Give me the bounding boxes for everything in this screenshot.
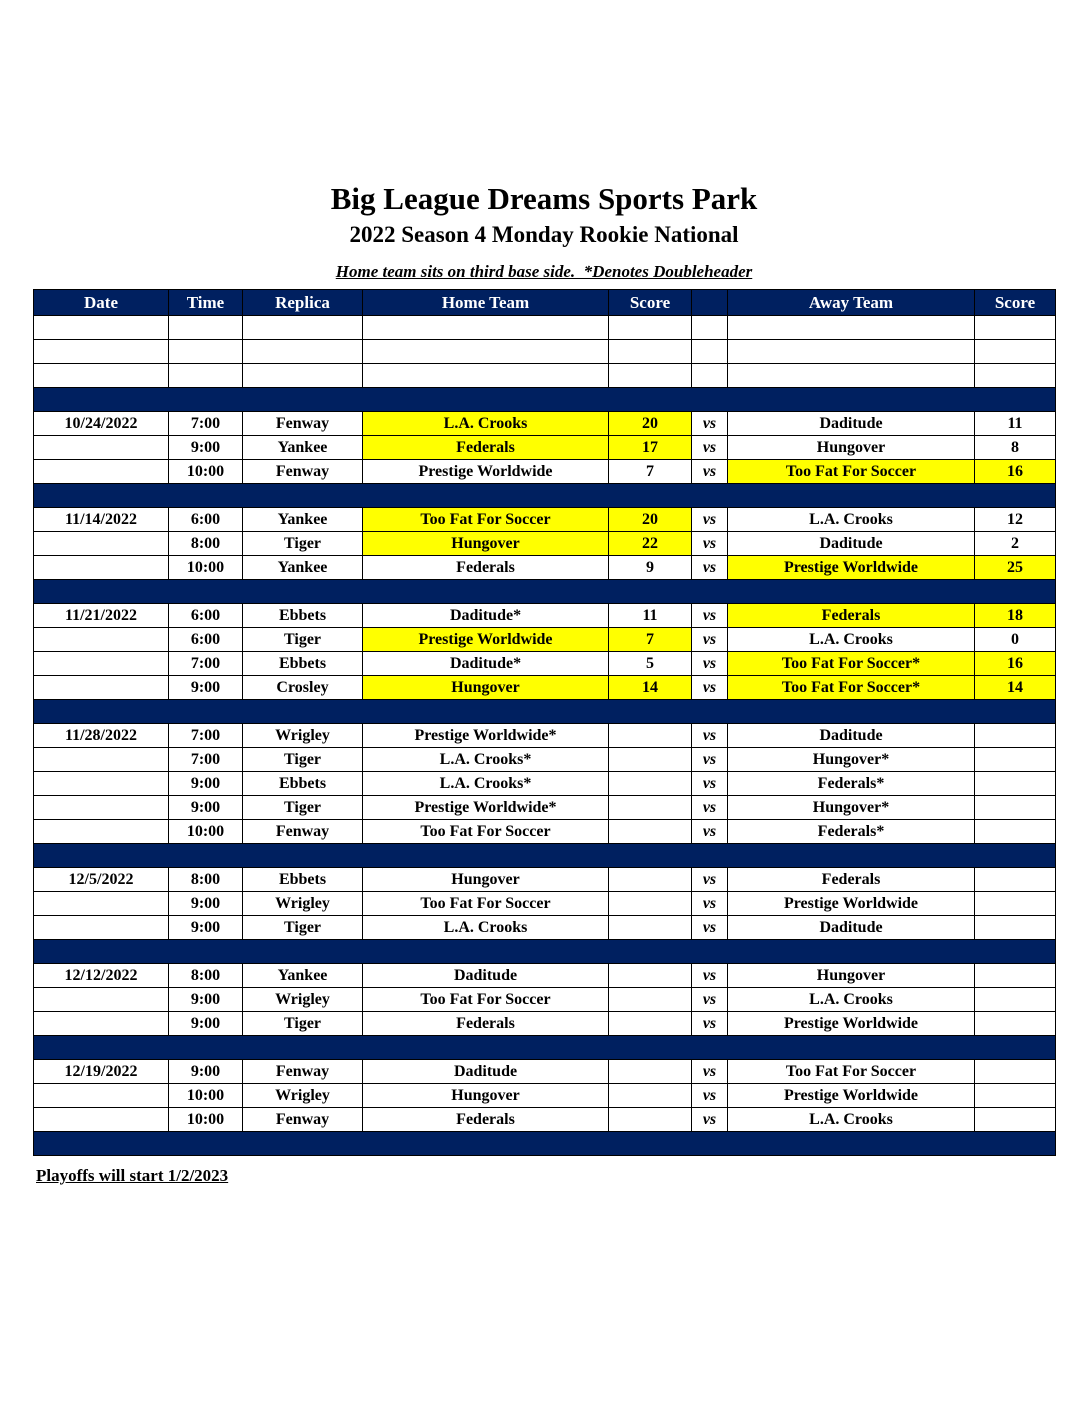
game-row xyxy=(34,1108,1056,1132)
home-team-cell: Hungover xyxy=(363,1084,609,1108)
vs-cell: vs xyxy=(692,892,728,916)
replica-cell: Fenway xyxy=(243,412,363,436)
home-score-cell xyxy=(609,988,692,1012)
replica-cell: Ebbets xyxy=(243,604,363,628)
replica-cell: Fenway xyxy=(243,1060,363,1084)
home-score-cell: 11 xyxy=(609,604,692,628)
away-team-cell: Hungover xyxy=(728,436,975,460)
game-row xyxy=(34,1012,1056,1036)
header-row xyxy=(34,290,1056,316)
home-score-cell xyxy=(609,892,692,916)
time-cell: 8:00 xyxy=(169,532,243,556)
away-team-cell: Prestige Worldwide xyxy=(728,1012,975,1036)
time-cell: 9:00 xyxy=(169,772,243,796)
date-cell xyxy=(34,436,169,460)
away-score-cell xyxy=(975,964,1056,988)
away-score-cell xyxy=(975,1012,1056,1036)
empty-cell xyxy=(609,364,692,388)
time-cell: 7:00 xyxy=(169,748,243,772)
home-team-cell: Prestige Worldwide* xyxy=(363,724,609,748)
empty-cell xyxy=(243,340,363,364)
replica-cell: Tiger xyxy=(243,1012,363,1036)
empty-cell xyxy=(363,316,609,340)
vs-cell: vs xyxy=(692,604,728,628)
date-cell xyxy=(34,988,169,1012)
replica-cell: Ebbets xyxy=(243,772,363,796)
away-team-cell: Daditude xyxy=(728,724,975,748)
date-cell xyxy=(34,1084,169,1108)
home-score-cell: 9 xyxy=(609,556,692,580)
empty-cell xyxy=(728,364,975,388)
date-cell xyxy=(34,652,169,676)
empty-cell xyxy=(363,340,609,364)
game-row xyxy=(34,436,1056,460)
separator-band xyxy=(34,484,1056,508)
home-team-cell: Prestige Worldwide xyxy=(363,460,609,484)
game-row xyxy=(34,1060,1056,1084)
date-cell: 11/14/2022 xyxy=(34,508,169,532)
time-cell: 8:00 xyxy=(169,964,243,988)
playoffs-note: Playoffs will start 1/2/2023 xyxy=(36,1166,229,1186)
home-team-cell: Daditude* xyxy=(363,652,609,676)
separator-row xyxy=(34,1036,1056,1060)
time-cell: 9:00 xyxy=(169,892,243,916)
time-cell: 9:00 xyxy=(169,796,243,820)
home-score-cell: 7 xyxy=(609,628,692,652)
away-score-cell xyxy=(975,772,1056,796)
away-score-cell xyxy=(975,916,1056,940)
vs-cell: vs xyxy=(692,1060,728,1084)
replica-cell: Yankee xyxy=(243,436,363,460)
away-team-cell: Too Fat For Soccer* xyxy=(728,676,975,700)
home-team-cell: Prestige Worldwide xyxy=(363,628,609,652)
vs-cell: vs xyxy=(692,628,728,652)
col-header-time: Time xyxy=(169,290,243,316)
time-cell: 9:00 xyxy=(169,1012,243,1036)
away-team-cell: Daditude xyxy=(728,916,975,940)
vs-cell: vs xyxy=(692,652,728,676)
home-team-cell: Daditude xyxy=(363,1060,609,1084)
replica-cell: Yankee xyxy=(243,508,363,532)
schedule-table xyxy=(33,289,1056,1156)
away-score-cell xyxy=(975,724,1056,748)
game-row xyxy=(34,604,1056,628)
away-score-cell xyxy=(975,796,1056,820)
separator-band xyxy=(34,1132,1056,1156)
away-score-cell: 16 xyxy=(975,652,1056,676)
vs-cell: vs xyxy=(692,1108,728,1132)
date-cell xyxy=(34,1108,169,1132)
home-score-cell: 20 xyxy=(609,508,692,532)
home-team-cell: L.A. Crooks xyxy=(363,916,609,940)
away-team-cell: Hungover* xyxy=(728,796,975,820)
home-team-cell: Hungover xyxy=(363,676,609,700)
away-team-cell: Too Fat For Soccer xyxy=(728,460,975,484)
game-row xyxy=(34,412,1056,436)
vs-cell: vs xyxy=(692,412,728,436)
home-score-cell: 7 xyxy=(609,460,692,484)
away-score-cell: 14 xyxy=(975,676,1056,700)
replica-cell: Yankee xyxy=(243,964,363,988)
empty-cell xyxy=(728,316,975,340)
separator-band xyxy=(34,940,1056,964)
home-team-cell: L.A. Crooks* xyxy=(363,772,609,796)
separator-band xyxy=(34,580,1056,604)
replica-cell: Tiger xyxy=(243,796,363,820)
empty-cell xyxy=(609,340,692,364)
empty-cell xyxy=(692,316,728,340)
home-score-cell xyxy=(609,868,692,892)
date-cell: 11/28/2022 xyxy=(34,724,169,748)
time-cell: 6:00 xyxy=(169,628,243,652)
date-cell: 11/21/2022 xyxy=(34,604,169,628)
empty-cell xyxy=(363,364,609,388)
home-score-cell xyxy=(609,724,692,748)
vs-cell: vs xyxy=(692,772,728,796)
home-score-cell: 17 xyxy=(609,436,692,460)
away-team-cell: Federals xyxy=(728,604,975,628)
separator-row xyxy=(34,580,1056,604)
date-cell xyxy=(34,748,169,772)
home-score-cell: 20 xyxy=(609,412,692,436)
empty-cell xyxy=(169,316,243,340)
separator-row xyxy=(34,1132,1056,1156)
home-score-cell: 5 xyxy=(609,652,692,676)
away-team-cell: Too Fat For Soccer xyxy=(728,1060,975,1084)
home-team-cell: Too Fat For Soccer xyxy=(363,988,609,1012)
vs-cell: vs xyxy=(692,508,728,532)
separator-band xyxy=(34,388,1056,412)
empty-cell xyxy=(692,364,728,388)
vs-cell: vs xyxy=(692,916,728,940)
away-team-cell: Too Fat For Soccer* xyxy=(728,652,975,676)
home-team-cell: Prestige Worldwide* xyxy=(363,796,609,820)
time-cell: 9:00 xyxy=(169,676,243,700)
empty-cell xyxy=(169,364,243,388)
date-cell xyxy=(34,460,169,484)
home-score-cell: 14 xyxy=(609,676,692,700)
separator-row xyxy=(34,940,1056,964)
time-cell: 10:00 xyxy=(169,1084,243,1108)
replica-cell: Fenway xyxy=(243,460,363,484)
empty-cell xyxy=(728,340,975,364)
replica-cell: Tiger xyxy=(243,748,363,772)
time-cell: 9:00 xyxy=(169,436,243,460)
game-row xyxy=(34,628,1056,652)
away-score-cell: 11 xyxy=(975,412,1056,436)
away-team-cell: Federals* xyxy=(728,820,975,844)
date-cell xyxy=(34,772,169,796)
home-team-cell: Federals xyxy=(363,436,609,460)
game-row xyxy=(34,676,1056,700)
date-cell xyxy=(34,676,169,700)
game-row xyxy=(34,916,1056,940)
time-cell: 9:00 xyxy=(169,1060,243,1084)
empty-cell xyxy=(34,340,169,364)
away-score-cell: 8 xyxy=(975,436,1056,460)
game-row xyxy=(34,988,1056,1012)
away-score-cell: 16 xyxy=(975,460,1056,484)
separator-row xyxy=(34,484,1056,508)
away-score-cell: 2 xyxy=(975,532,1056,556)
replica-cell: Wrigley xyxy=(243,1084,363,1108)
vs-cell: vs xyxy=(692,532,728,556)
date-cell xyxy=(34,1012,169,1036)
vs-cell: vs xyxy=(692,1012,728,1036)
col-header-score: Score xyxy=(975,290,1056,316)
date-cell: 12/12/2022 xyxy=(34,964,169,988)
empty-row xyxy=(34,340,1056,364)
away-score-cell xyxy=(975,820,1056,844)
date-cell xyxy=(34,628,169,652)
table-body xyxy=(34,316,1056,1156)
time-cell: 6:00 xyxy=(169,604,243,628)
time-cell: 10:00 xyxy=(169,460,243,484)
time-cell: 10:00 xyxy=(169,1108,243,1132)
replica-cell: Tiger xyxy=(243,628,363,652)
home-team-cell: L.A. Crooks* xyxy=(363,748,609,772)
replica-cell: Fenway xyxy=(243,1108,363,1132)
away-team-cell: Federals xyxy=(728,868,975,892)
vs-cell: vs xyxy=(692,964,728,988)
time-cell: 7:00 xyxy=(169,724,243,748)
replica-cell: Tiger xyxy=(243,532,363,556)
home-score-cell xyxy=(609,1060,692,1084)
away-team-cell: Prestige Worldwide xyxy=(728,892,975,916)
home-score-cell xyxy=(609,916,692,940)
replica-cell: Ebbets xyxy=(243,652,363,676)
time-cell: 9:00 xyxy=(169,916,243,940)
game-row xyxy=(34,892,1056,916)
away-team-cell: L.A. Crooks xyxy=(728,508,975,532)
empty-row xyxy=(34,364,1056,388)
game-row xyxy=(34,772,1056,796)
col-header-vs-spacer xyxy=(692,290,728,316)
away-score-cell: 0 xyxy=(975,628,1056,652)
vs-cell: vs xyxy=(692,820,728,844)
away-score-cell xyxy=(975,892,1056,916)
col-header-replica: Replica xyxy=(243,290,363,316)
separator-band xyxy=(34,1036,1056,1060)
separator-band xyxy=(34,700,1056,724)
vs-cell: vs xyxy=(692,436,728,460)
home-team-cell: L.A. Crooks xyxy=(363,412,609,436)
away-team-cell: L.A. Crooks xyxy=(728,628,975,652)
home-score-cell xyxy=(609,748,692,772)
home-team-cell: Federals xyxy=(363,1108,609,1132)
date-cell xyxy=(34,820,169,844)
home-team-cell: Too Fat For Soccer xyxy=(363,820,609,844)
replica-cell: Ebbets xyxy=(243,868,363,892)
away-team-cell: Hungover* xyxy=(728,748,975,772)
home-team-cell: Daditude xyxy=(363,964,609,988)
col-header-away-team: Away Team xyxy=(728,290,975,316)
home-team-cell: Federals xyxy=(363,1012,609,1036)
replica-cell: Yankee xyxy=(243,556,363,580)
empty-cell xyxy=(609,316,692,340)
empty-cell xyxy=(975,316,1056,340)
replica-cell: Tiger xyxy=(243,916,363,940)
empty-cell xyxy=(34,364,169,388)
replica-cell: Wrigley xyxy=(243,988,363,1012)
empty-row xyxy=(34,316,1056,340)
replica-cell: Crosley xyxy=(243,676,363,700)
time-cell: 10:00 xyxy=(169,556,243,580)
home-score-cell xyxy=(609,1108,692,1132)
away-team-cell: L.A. Crooks xyxy=(728,988,975,1012)
page-title: Big League Dreams Sports Park xyxy=(330,181,758,216)
empty-cell xyxy=(975,364,1056,388)
game-row xyxy=(34,532,1056,556)
vs-cell: vs xyxy=(692,724,728,748)
empty-cell xyxy=(975,340,1056,364)
home-team-cell: Too Fat For Soccer xyxy=(363,508,609,532)
game-row xyxy=(34,1084,1056,1108)
away-team-cell: Daditude xyxy=(728,532,975,556)
game-row xyxy=(34,868,1056,892)
away-team-cell: Prestige Worldwide xyxy=(728,1084,975,1108)
away-score-cell xyxy=(975,988,1056,1012)
separator-row xyxy=(34,388,1056,412)
away-score-cell: 18 xyxy=(975,604,1056,628)
page-subtitle: 2022 Season 4 Monday Rookie National xyxy=(349,222,739,248)
empty-cell xyxy=(243,316,363,340)
date-cell: 12/19/2022 xyxy=(34,1060,169,1084)
home-team-note: Home team sits on third base side. *Denotes Doubleheader xyxy=(335,262,753,282)
vs-cell: vs xyxy=(692,988,728,1012)
time-cell: 10:00 xyxy=(169,820,243,844)
vs-cell: vs xyxy=(692,460,728,484)
date-cell xyxy=(34,892,169,916)
empty-cell xyxy=(169,340,243,364)
home-team-cell: Federals xyxy=(363,556,609,580)
away-score-cell: 12 xyxy=(975,508,1056,532)
date-cell: 12/5/2022 xyxy=(34,868,169,892)
game-row xyxy=(34,652,1056,676)
home-team-cell: Too Fat For Soccer xyxy=(363,892,609,916)
replica-cell: Wrigley xyxy=(243,724,363,748)
game-row xyxy=(34,820,1056,844)
home-team-cell: Daditude* xyxy=(363,604,609,628)
game-row xyxy=(34,964,1056,988)
empty-cell xyxy=(34,316,169,340)
away-team-cell: L.A. Crooks xyxy=(728,1108,975,1132)
home-team-cell: Hungover xyxy=(363,868,609,892)
away-team-cell: Federals* xyxy=(728,772,975,796)
home-score-cell xyxy=(609,964,692,988)
home-score-cell xyxy=(609,820,692,844)
col-header-score: Score xyxy=(609,290,692,316)
home-score-cell: 22 xyxy=(609,532,692,556)
home-score-cell xyxy=(609,796,692,820)
vs-cell: vs xyxy=(692,796,728,820)
time-cell: 6:00 xyxy=(169,508,243,532)
date-cell: 10/24/2022 xyxy=(34,412,169,436)
game-row xyxy=(34,508,1056,532)
date-cell xyxy=(34,556,169,580)
game-row xyxy=(34,796,1056,820)
time-cell: 7:00 xyxy=(169,652,243,676)
replica-cell: Fenway xyxy=(243,820,363,844)
separator-band xyxy=(34,844,1056,868)
game-row xyxy=(34,748,1056,772)
empty-cell xyxy=(243,364,363,388)
vs-cell: vs xyxy=(692,556,728,580)
game-row xyxy=(34,556,1056,580)
home-score-cell xyxy=(609,772,692,796)
away-score-cell xyxy=(975,748,1056,772)
date-cell xyxy=(34,532,169,556)
away-score-cell xyxy=(975,1108,1056,1132)
away-team-cell: Hungover xyxy=(728,964,975,988)
empty-cell xyxy=(692,340,728,364)
game-row xyxy=(34,724,1056,748)
home-team-cell: Hungover xyxy=(363,532,609,556)
vs-cell: vs xyxy=(692,868,728,892)
away-score-cell xyxy=(975,1060,1056,1084)
time-cell: 7:00 xyxy=(169,412,243,436)
vs-cell: vs xyxy=(692,1084,728,1108)
home-score-cell xyxy=(609,1084,692,1108)
time-cell: 9:00 xyxy=(169,988,243,1012)
date-cell xyxy=(34,796,169,820)
replica-cell: Wrigley xyxy=(243,892,363,916)
vs-cell: vs xyxy=(692,676,728,700)
col-header-home-team: Home Team xyxy=(363,290,609,316)
vs-cell: vs xyxy=(692,748,728,772)
date-cell xyxy=(34,916,169,940)
away-score-cell xyxy=(975,868,1056,892)
away-team-cell: Daditude xyxy=(728,412,975,436)
separator-row xyxy=(34,844,1056,868)
separator-row xyxy=(34,700,1056,724)
game-row xyxy=(34,460,1056,484)
away-team-cell: Prestige Worldwide xyxy=(728,556,975,580)
away-score-cell xyxy=(975,1084,1056,1108)
home-score-cell xyxy=(609,1012,692,1036)
away-score-cell: 25 xyxy=(975,556,1056,580)
time-cell: 8:00 xyxy=(169,868,243,892)
col-header-date: Date xyxy=(34,290,169,316)
